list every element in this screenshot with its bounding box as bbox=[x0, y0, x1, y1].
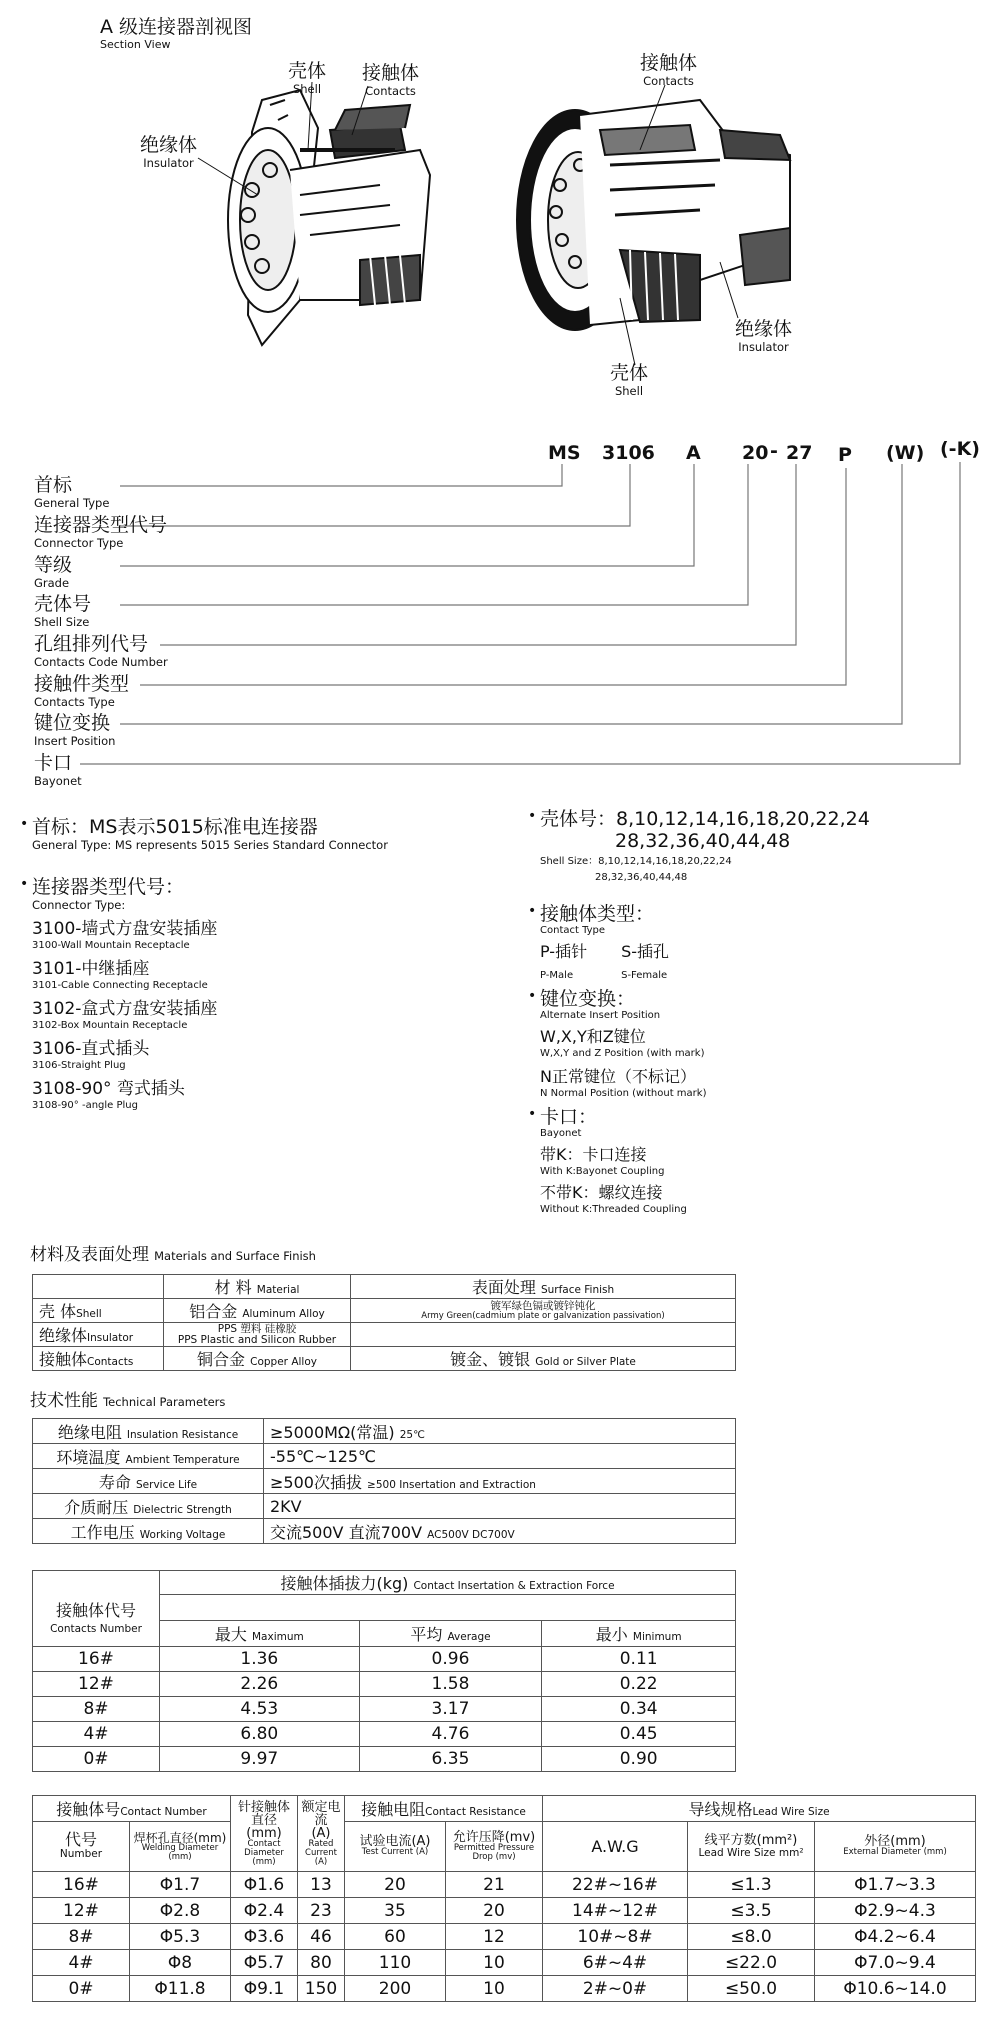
spec-header-area: 线平方数(mm²) Lead Wire Size mm² bbox=[688, 1822, 815, 1872]
female-en: S-Female bbox=[621, 970, 668, 981]
code-ms: MS bbox=[548, 442, 581, 464]
spec-row: 16# Φ1.7 Φ1.6 13 20 21 22#~16# ≤1.3 Φ1.7~3.3 bbox=[33, 1872, 976, 1898]
materials-title: 材料及表面处理 Materials and Surface Finish bbox=[30, 1245, 316, 1265]
force-row: 8# 4.53 3.17 0.34 bbox=[33, 1697, 736, 1722]
label-shell-left: 壳体 Shell bbox=[288, 60, 327, 96]
code-grade: A bbox=[686, 442, 701, 464]
male-en: P-Male bbox=[540, 970, 574, 981]
code-row-connector-type: 连接器类型代号 Connector Type bbox=[34, 514, 168, 550]
code-dash: - bbox=[770, 440, 778, 462]
female-cn: S-插孔 bbox=[621, 942, 670, 961]
technical-title: 技术性能 Technical Parameters bbox=[30, 1391, 226, 1411]
mat-header-finish: 表面处理 Surface Finish bbox=[351, 1275, 736, 1299]
code-row-contacts-code: 孔组排列代号 Contacts Code Number bbox=[34, 633, 168, 669]
tech-row: 工作电压 Working Voltage 交流500V 直流700V AC500V DC700V bbox=[33, 1519, 736, 1544]
spec-header-contact: 接触体号Contact Number bbox=[33, 1796, 231, 1822]
force-title: 接触体插拔力(kg) Contact Insertation & Extraction Force bbox=[160, 1571, 736, 1595]
desc-general-type: • 首标：MS表示5015标准电连接器 General Type: MS represents 5015 Series Standard Connector bbox=[32, 816, 388, 852]
type-3102: 3102-盒式方盘安装插座 3102-Box Mountain Receptacle bbox=[32, 999, 218, 1031]
tech-row: 介质耐压 Dielectric Strength 2KV bbox=[33, 1494, 736, 1519]
code-row-insert-position: 键位变换 Insert Position bbox=[34, 712, 116, 748]
code-type: 3106 bbox=[602, 442, 655, 464]
label-contacts-left: 接触体 Contacts bbox=[362, 62, 420, 98]
materials-table bbox=[32, 1274, 736, 1371]
mat-row-contacts: 接触体Contacts 铜合金 Copper Alloy 镀金、镀银 Gold or Silver Plate bbox=[33, 1347, 736, 1371]
spec-row: 4# Φ8 Φ5.7 80 110 10 6#~4# ≤22.0 Φ7.0~9.4 bbox=[33, 1950, 976, 1976]
type-3108: 3108-90° 弯式插头 3108-90° -angle Plug bbox=[32, 1079, 185, 1111]
desc-connector-type: • 连接器类型代号： Connector Type: bbox=[32, 876, 184, 912]
tech-row: 绝缘电阻 Insulation Resistance ≥5000MΩ(常温) 25℃ bbox=[33, 1419, 736, 1444]
mat-row-shell: 壳 体Shell 铝合金 Aluminum Alloy 镀军绿色镉或镀锌钝化 Army Green(cadmium plate or galvanization passivation) bbox=[33, 1299, 736, 1323]
label-insulator-right: 绝缘体 Insulator bbox=[735, 318, 793, 354]
force-header-avg: 平均 Average bbox=[359, 1621, 542, 1647]
desc-alternate-position: • 键位变换： Alternate Insert Position W,X,Y和Z键位 W,X,Y and Z Position (with mark) N正常键位（不标记） N Normal Position (without mark) bbox=[540, 988, 706, 1100]
desc-contact-type: • 接触体类型： Contact Type P-插针 S-插孔 P-Male S-Female bbox=[540, 903, 669, 982]
spec-header-test-current: 试验电流(A) Test Current (A) bbox=[345, 1822, 446, 1872]
code-contacts: 27 bbox=[786, 442, 813, 464]
spec-row: 0# Φ11.8 Φ9.1 150 200 10 2#~0# ≤50.0 Φ10.6~14.0 bbox=[33, 1976, 976, 2002]
code-insert-pos: (W) bbox=[886, 442, 925, 464]
label-insulator-left: 绝缘体 Insulator bbox=[140, 134, 198, 170]
spec-table bbox=[32, 1795, 976, 2002]
spec-header-ext: 外径(mm) External Diameter (mm) bbox=[815, 1822, 976, 1872]
spec-row: 12# Φ2.8 Φ2.4 23 35 20 14#~12# ≤3.5 Φ2.9~4.3 bbox=[33, 1898, 976, 1924]
force-row: 4# 6.80 4.76 0.45 bbox=[33, 1722, 736, 1747]
desc-bayonet: • 卡口： Bayonet 带K：卡口连接 With K:Bayonet Coupling 不带K：螺纹连接 Without K:Threaded Coupling bbox=[540, 1106, 687, 1216]
type-3100: 3100-墙式方盘安装插座 3100-Wall Mountain Receptacle bbox=[32, 919, 218, 951]
code-contact-type: P bbox=[838, 444, 852, 466]
tech-row: 寿命 Service Life ≥500次插拔 ≥500 Insertation and Extraction bbox=[33, 1469, 736, 1494]
force-table bbox=[32, 1570, 736, 1772]
code-row-contacts-type: 接触件类型 Contacts Type bbox=[34, 673, 130, 709]
desc-shell-size: • 壳体号：8,10,12,14,16,18,20,22,24 28,32,36,40,44,48 Shell Size：8,10,12,14,16,18,20,22,24 28,32,36,40,44,48 bbox=[540, 808, 870, 884]
spec-header-code: 代号 Number bbox=[33, 1822, 130, 1872]
spec-header-wire: 导线规格Lead Wire Size bbox=[543, 1796, 976, 1822]
force-header-code: 接触体代号 Contacts Number bbox=[33, 1595, 160, 1647]
section-title-cn: A 级连接器剖视图 bbox=[100, 16, 253, 38]
code-bayonet: (-K) bbox=[940, 438, 980, 460]
mat-header-material: 材 料 Material bbox=[164, 1275, 351, 1299]
desc-type-list bbox=[32, 918, 217, 1118]
spec-header-pin-diameter: 针接触体直径 (mm) Contact Diameter (mm) bbox=[231, 1796, 298, 1872]
spec-header-awg: A.W.G bbox=[543, 1822, 688, 1872]
spec-header-weld: 焊杯孔直径(mm) Welding Diameter (mm) bbox=[130, 1822, 231, 1872]
code-row-general: 首标 General Type bbox=[34, 474, 110, 510]
code-shell: 20 bbox=[742, 442, 769, 464]
section-title-en: Section View bbox=[100, 38, 171, 51]
mat-row-insulator: 绝缘体Insulator PPS 塑料 硅橡胶 PPS Plastic and Silicon Rubber bbox=[33, 1323, 736, 1347]
type-3106: 3106-直式插头 3106-Straight Plug bbox=[32, 1039, 150, 1071]
code-row-bayonet: 卡口 Bayonet bbox=[34, 752, 82, 788]
type-3101: 3101-中继插座 3101-Cable Connecting Receptacle bbox=[32, 959, 208, 991]
code-row-shell-size: 壳体号 Shell Size bbox=[34, 593, 92, 629]
male-cn: P-插针 bbox=[540, 942, 588, 961]
label-contacts-right: 接触体 Contacts bbox=[640, 52, 698, 88]
technical-table bbox=[32, 1418, 736, 1544]
tech-row: 环境温度 Ambient Temperature -55℃~125℃ bbox=[33, 1444, 736, 1469]
spec-header-resistance: 接触电阻Contact Resistance bbox=[345, 1796, 543, 1822]
force-row: 12# 2.26 1.58 0.22 bbox=[33, 1672, 736, 1697]
spec-header-rated: 额定电流 (A) Rated Current (A) bbox=[298, 1796, 345, 1872]
force-header-max: 最大 Maximum bbox=[160, 1621, 360, 1647]
spec-row: 8# Φ5.3 Φ3.6 46 60 12 10#~8# ≤8.0 Φ4.2~6.4 bbox=[33, 1924, 976, 1950]
code-leader-lines bbox=[0, 0, 1000, 790]
spec-header-drop: 允许压降(mv) Permitted Pressure Drop (mv) bbox=[446, 1822, 543, 1872]
force-row: 0# 9.97 6.35 0.90 bbox=[33, 1747, 736, 1772]
force-header-min: 最小 Minimum bbox=[542, 1621, 736, 1647]
code-row-grade: 等级 Grade bbox=[34, 554, 73, 590]
force-row: 16# 1.36 0.96 0.11 bbox=[33, 1647, 736, 1672]
label-shell-right: 壳体 Shell bbox=[610, 362, 649, 398]
